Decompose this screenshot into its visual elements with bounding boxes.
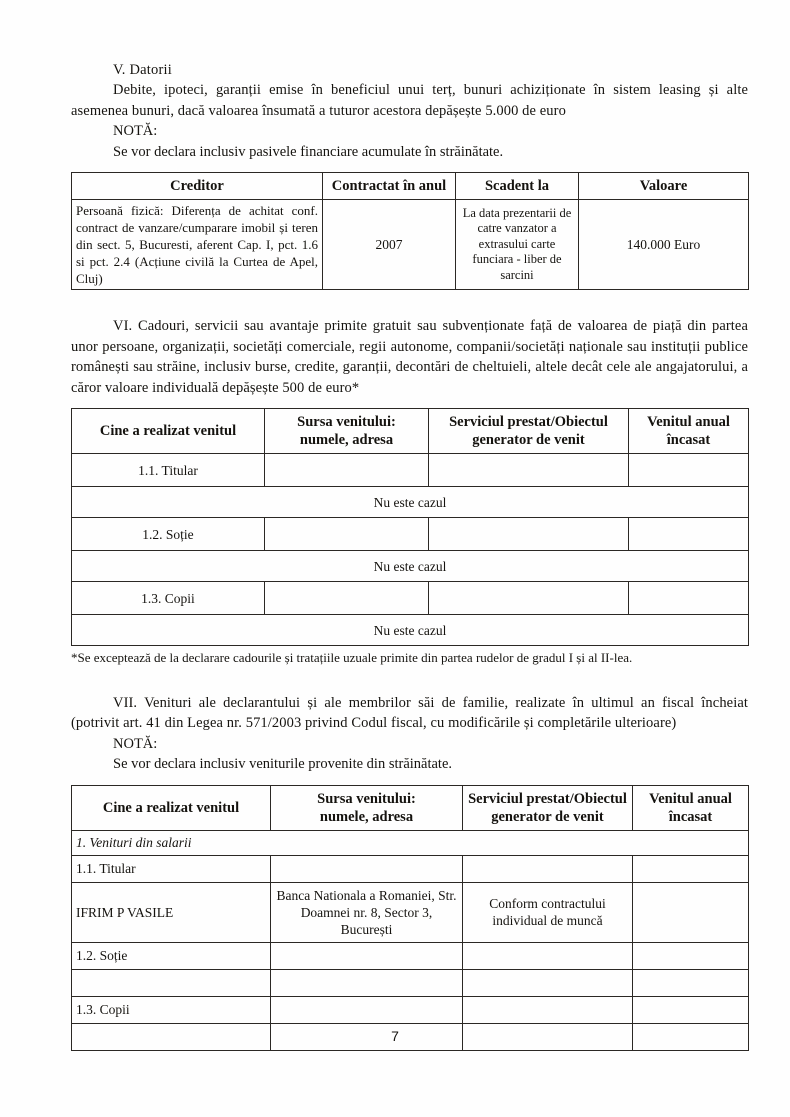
cell-sursa[interactable] <box>271 996 463 1023</box>
cell-venit[interactable] <box>629 518 749 551</box>
cell-serviciu[interactable] <box>463 996 633 1023</box>
section-v-nota-label: NOTĂ: <box>113 123 158 139</box>
col-header-venit-line1: Venitul anual <box>649 790 732 807</box>
table-row <box>72 882 749 942</box>
table-row <box>72 942 749 969</box>
cell-venit[interactable] <box>629 454 749 487</box>
col-header-serviciu <box>429 409 629 454</box>
col-header-sursa-line1: Sursa venitului: <box>317 790 416 807</box>
cell-nu-este-cazul[interactable]: Nu este cazul <box>72 615 749 646</box>
table-header-row <box>72 785 749 830</box>
cell-group-label[interactable]: 1. Venituri din salarii <box>72 830 749 855</box>
table-row-group <box>72 830 749 855</box>
table-row <box>72 582 749 615</box>
col-header-serviciu-line2: generator de venit <box>472 432 585 448</box>
cell-cine[interactable] <box>72 969 271 996</box>
cell-cine[interactable]: 1.3. Copii <box>72 996 271 1023</box>
col-header-venit-line2: încasat <box>666 432 711 448</box>
cell-venit[interactable] <box>633 942 749 969</box>
section-v-paragraph: Debite, ipoteci, garanții emise în beneficiul unui terț, bunuri achiziționate în sistem leasing și alte asemenea bunuri, dacă valoarea însumată a tuturor acestora depășește 5.000 de euro <box>71 82 748 119</box>
cell-serviciu[interactable] <box>463 942 633 969</box>
cell-sursa[interactable] <box>271 855 463 882</box>
cell-cine[interactable]: 1.1. Titular <box>72 454 265 487</box>
col-header-serviciu <box>463 785 633 830</box>
page-number: 7 <box>391 1028 399 1044</box>
col-header-venit-line1: Venitul anual <box>647 414 730 430</box>
cell-contractat[interactable]: 2007 <box>323 200 456 290</box>
col-header-valoare: Valoare <box>579 173 749 200</box>
section-vii-nota-text: Se vor declara inclusiv veniturile provenite din străinătate. <box>113 756 453 772</box>
col-header-sursa <box>265 409 429 454</box>
cell-venit[interactable] <box>633 882 749 942</box>
table-row <box>72 855 749 882</box>
table-header-row <box>72 173 749 200</box>
col-header-venit <box>633 785 749 830</box>
table-row-fullspan <box>72 615 749 646</box>
col-header-cine-line1: Cine a realizat venitul <box>99 423 237 439</box>
cell-venit[interactable] <box>629 582 749 615</box>
table-row-fullspan <box>72 487 749 518</box>
section-vi-footnote: *Se exceptează de la declarare cadourile și tratațiile uzuale primite din partea rudelor de gradul I și al II-lea. <box>71 650 633 665</box>
cell-creditor[interactable]: Persoană fizică: Diferența de achitat conf. contract de vanzare/cumparare imobil și teren din sect. 5, Bucuresti, aferent Cap. I, pct. 1.6 si pct. 2.4 (Acțiune civilă la Curtea de Apel, Cluj) <box>72 200 323 290</box>
cell-cine[interactable]: 1.1. Titular <box>72 855 271 882</box>
table-row <box>72 518 749 551</box>
col-header-sursa-line2: numele, adresa <box>319 808 414 825</box>
cell-sursa[interactable] <box>271 942 463 969</box>
cell-serviciu[interactable] <box>463 855 633 882</box>
cell-cine[interactable]: 1.3. Copii <box>72 582 265 615</box>
cell-serviciu[interactable] <box>463 969 633 996</box>
col-header-venit-line2: încasat <box>668 808 713 825</box>
cell-sursa[interactable] <box>265 582 429 615</box>
col-header-sursa-line1: Sursa venitului: <box>297 414 396 430</box>
venituri-table <box>71 785 749 1051</box>
cell-sursa[interactable] <box>265 454 429 487</box>
col-header-contractat: Contractat în anul <box>323 173 456 200</box>
cadouri-table <box>71 408 749 646</box>
section-v-nota-text: Se vor declara inclusiv pasivele financiare acumulate în străinătate. <box>113 143 504 160</box>
table-row <box>72 200 749 290</box>
cell-serviciu[interactable] <box>429 518 629 551</box>
cell-valoare[interactable]: 140.000 Euro <box>579 200 749 290</box>
table-header-row <box>72 409 749 454</box>
cell-serviciu[interactable] <box>429 454 629 487</box>
col-header-creditor: Creditor <box>72 173 323 200</box>
table-row <box>72 996 749 1023</box>
cell-venit[interactable] <box>633 969 749 996</box>
cell-scadent[interactable]: La data prezentarii de catre vanzator a extrasului carte funciara - liber de sarcini <box>456 200 579 290</box>
col-header-serviciu-line1: Serviciul prestat/Obiectul <box>468 790 627 807</box>
section-v-title: V. Datorii <box>113 62 172 78</box>
col-header-cine <box>72 785 271 830</box>
col-header-venit <box>629 409 749 454</box>
section-vii-nota-label: NOTĂ: <box>113 735 158 752</box>
col-header-sursa <box>271 785 463 830</box>
cell-nu-este-cazul[interactable]: Nu este cazul <box>72 487 749 518</box>
table-row <box>72 454 749 487</box>
table-row-fullspan <box>72 551 749 582</box>
cell-cine[interactable]: IFRIM P VASILE <box>72 882 271 942</box>
cell-cine[interactable]: 1.2. Soție <box>72 518 265 551</box>
col-header-cine-line1: Cine a realizat venitul <box>102 799 240 816</box>
cell-nu-este-cazul[interactable]: Nu este cazul <box>72 551 749 582</box>
cell-sursa[interactable]: Banca Nationala a Romaniei, Str. Doamnei nr. 8, Sector 3, București <box>271 882 463 942</box>
cell-sursa[interactable] <box>271 969 463 996</box>
datorii-table <box>71 172 749 290</box>
cell-serviciu[interactable] <box>429 582 629 615</box>
cell-sursa[interactable] <box>265 518 429 551</box>
col-header-serviciu-line2: generator de venit <box>491 808 604 825</box>
cell-serviciu[interactable]: Conform contractului individual de muncă <box>463 882 633 942</box>
cell-cine[interactable]: 1.2. Soție <box>72 942 271 969</box>
document-content <box>71 60 748 1051</box>
table-row <box>72 969 749 996</box>
col-header-serviciu-line1: Serviciul prestat/Obiectul <box>449 414 608 430</box>
cell-venit[interactable] <box>633 855 749 882</box>
col-header-scadent: Scadent la <box>456 173 579 200</box>
section-vii-paragraph: VII. Venituri ale declarantului și ale membrilor săi de familie, realizate în ultimul an fiscal încheiat (potrivit art. 41 din Legea nr. 571/2003 privind Codul fiscal, cu modificările și completările ulterioare) <box>71 694 748 731</box>
col-header-cine <box>72 409 265 454</box>
cell-venit[interactable] <box>633 996 749 1023</box>
section-vi-paragraph: VI. Cadouri, servicii sau avantaje primite gratuit sau subvenționate față de valoarea de piață din partea unor persoane, organizații, societăți comerciale, regii autonome, companii/societăți naționale sau instituții publice românești sau străine, inclusiv burse, credite, garanții, decontări de cheltuieli, altele decât cele ale angajatorului, a căror valoare individuală depășește 500 de euro* <box>71 318 748 396</box>
col-header-sursa-line2: numele, adresa <box>299 432 394 448</box>
